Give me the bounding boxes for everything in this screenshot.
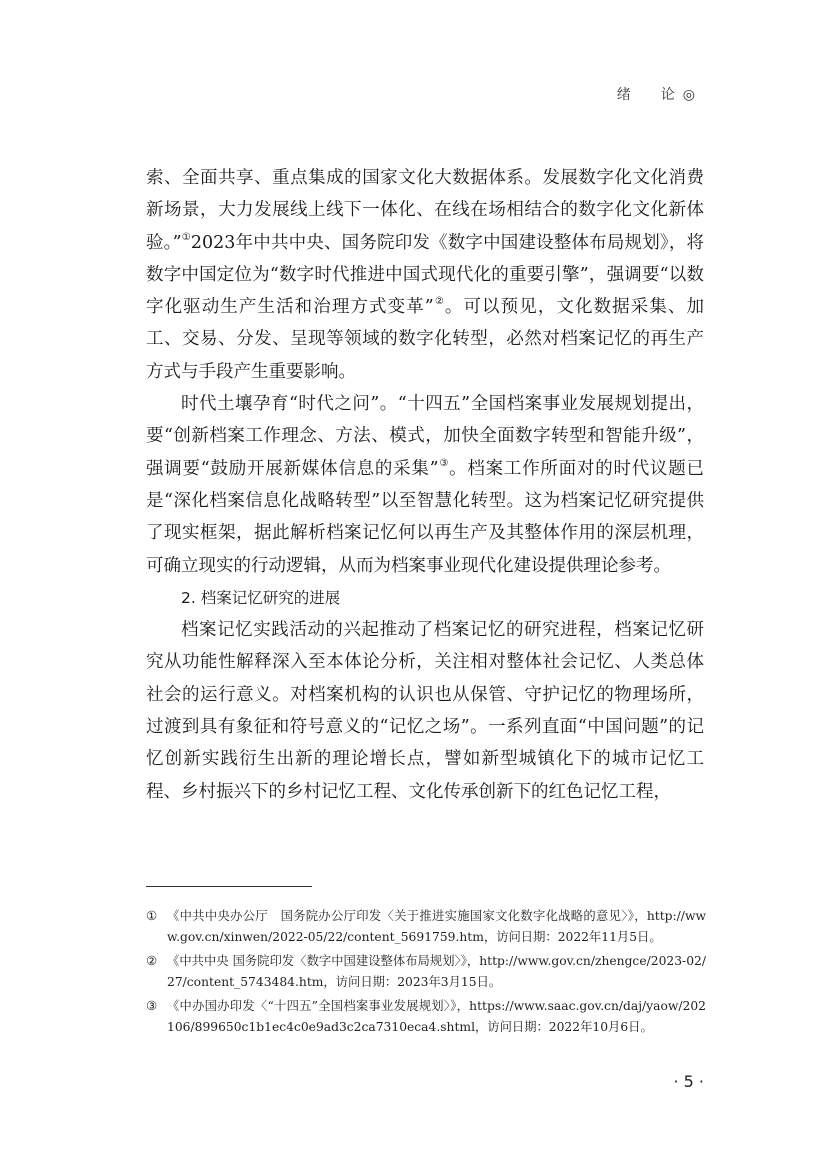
footnote-text: 《中办国办印发〈“十四五”全国档案事业发展规划〉》，https://www.saac.gov.cn/daj/yaow/202106/899650c1b1ec4c0e9ad3c2ca7310eca4.shtml，访问日期：2022年10月6日。 [167, 999, 706, 1034]
footnote-3 [146, 996, 706, 1037]
paragraph-1-part-c: 。可以预见，文化数据采集、加工、交易、分发、呈现等领域的数字化转型，必然对档案记忆的再生产方式与手段产生重要影响。 [146, 297, 705, 382]
section-heading: 2. 档案记忆研究的进展 [181, 588, 341, 607]
footnotes [146, 906, 706, 1041]
paragraph-1-part-b: 2023年中共中央、国务院印发《数字中国建设整体布局规划》，将数字中国定位为“数字时代推进中国式现代化的重要引擎”，强调要“以数字化驱动生产生活和治理方式变革” [146, 232, 704, 318]
main-text [146, 162, 704, 808]
paragraph-1 [146, 162, 704, 388]
paragraph-2-part-b: 。档案工作所面对的时代议题已是“深化档案信息化战略转型”以至智慧化转型。这为档案记忆研究提供了现实框架，据此解析档案记忆何以再生产及其整体作用的深层机理，可确立现实的行动逻辑，从而为档案事业现代化建设提供理论参考。 [146, 458, 705, 576]
footnote-ref-2[interactable]: ② [433, 296, 445, 308]
paragraph-2-part-a: 时代土壤孕育“时代之问”。“十四五”全国档案事业发展规划提出，要“创新档案工作理念、方法、模式，加快全面数字转型和智能升级”，强调要“鼓励开展新媒体信息的采集” [146, 394, 704, 479]
footnote-mark: ① [146, 909, 158, 923]
footnote-ref-1[interactable]: ① [181, 231, 191, 243]
footnote-2 [146, 951, 706, 992]
footnote-1 [146, 906, 706, 947]
footnote-mark: ③ [146, 999, 158, 1013]
paragraph-2 [146, 388, 704, 582]
footnote-text: 《中共中央 国务院印发〈数字中国建设整体布局规划〉》，http://www.gov.cn/zhengce/2023-02/27/content_5743484.htm，访问日期：2023年3月15日。 [167, 954, 706, 989]
footnote-divider [146, 886, 312, 887]
page-number: · 5 · [673, 1072, 704, 1091]
footnote-text: 《中共中央办公厅 国务院办公厅印发〈关于推进实施国家文化数字化战略的意见〉》，http://www.gov.cn/xinwen/2022-05/22/content_5691759.htm，访问日期：2022年11月5日。 [167, 909, 706, 944]
paragraph-1-part-a: 索、全面共享、重点集成的国家文化大数据体系。发展数字化文化消费新场景，大力发展线上线下一体化、在线在场相结合的数字化文化新体验。” [146, 168, 704, 253]
paragraph-3: 档案记忆实践活动的兴起推动了档案记忆的研究进程，档案记忆研究从功能性解释深入至本体论分析，关注相对整体社会记忆、人类总体社会的运行意义。对档案机构的认识也从保管、守护记忆的物理场所，过渡到具有象征和符号意义的“记忆之场”。一系列直面“中国问题”的记忆创新实践衍生出新的理论增长点，譬如新型城镇化下的城市记忆工程、乡村振兴下的乡村记忆工程、文化传承创新下的红色记忆工程， [146, 620, 704, 802]
footnote-mark: ② [146, 954, 158, 968]
footnote-ref-3[interactable]: ③ [438, 457, 450, 469]
running-header: 绪 论◎ [616, 87, 703, 103]
